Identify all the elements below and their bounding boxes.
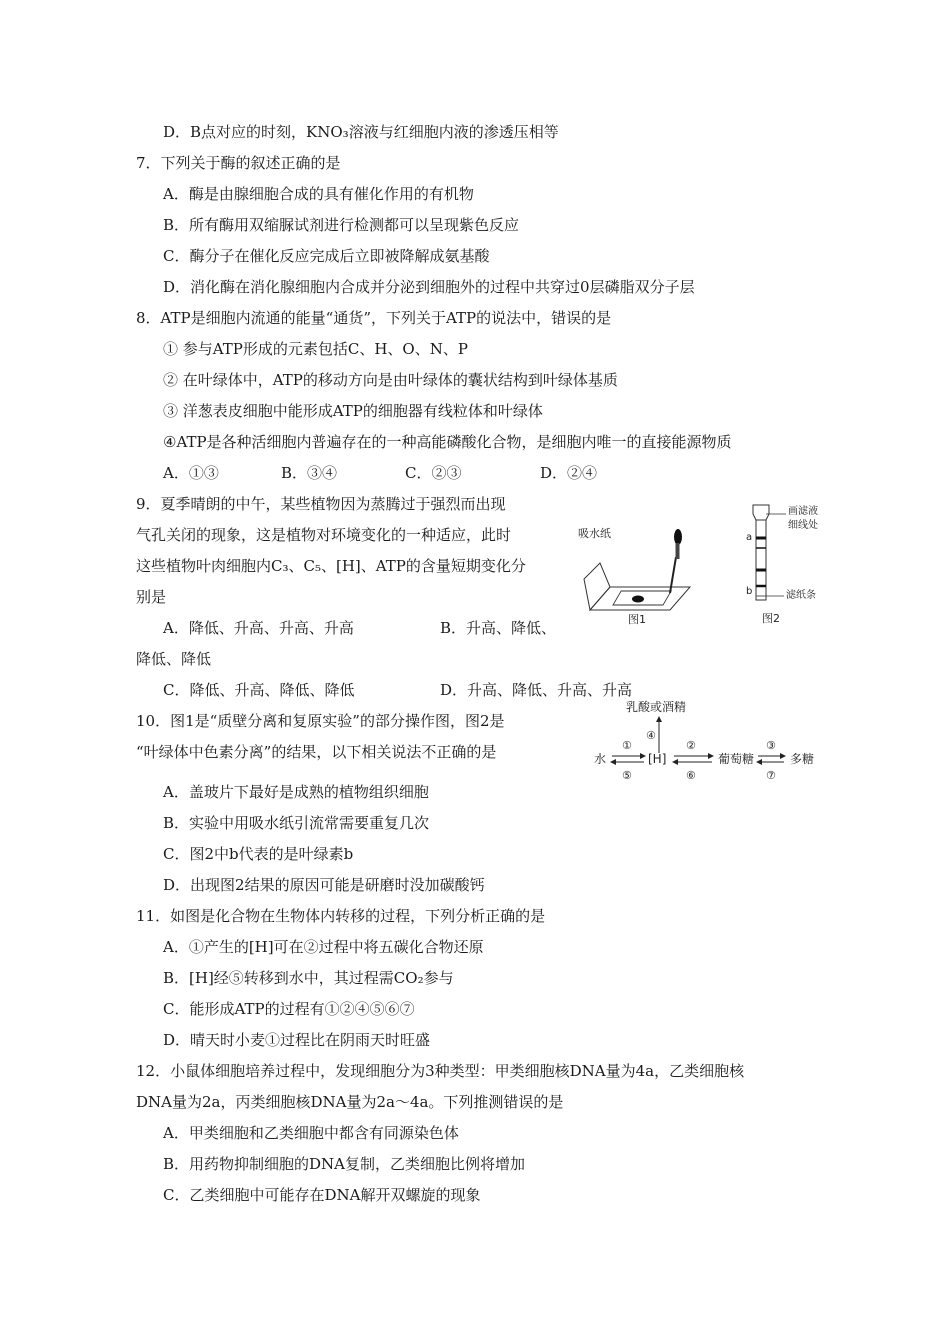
fig3-step-6: ⑥ — [686, 769, 696, 782]
q11-option-a: A．①产生的[H]可在②过程中将五碳化合物还原 — [163, 938, 484, 956]
q7-option-b: B．所有酶用双缩脲试剂进行检测都可以呈现紫色反应 — [163, 216, 520, 234]
fig2-label-strip: 滤纸条 — [786, 590, 816, 601]
q8-stem: 8．ATP是细胞内流通的能量“通货”，下列关于ATP的说法中，错误的是 — [136, 309, 612, 327]
q8-option-a: A．①③ — [163, 464, 219, 482]
fig3-node-h: [H] — [648, 752, 667, 766]
q8-option-b: B．③④ — [281, 464, 338, 482]
q12-line-1: 12．小鼠体细胞培养过程中，发现细胞分为3种类型：甲类细胞核DNA量为4a，乙类细胞核 — [136, 1062, 745, 1080]
fig2-label-line: 画滤液 — [788, 506, 818, 517]
q9-line-1: 9．夏季晴朗的中午，某些植物因为蒸腾过于强烈而出现 — [136, 495, 506, 513]
q11-option-c: C．能形成ATP的过程有①②④⑤⑥⑦ — [163, 1000, 415, 1018]
q8-statement-1: ① 参与ATP形成的元素包括C、H、O、N、P — [163, 340, 468, 358]
q8-option-d: D．②④ — [540, 464, 598, 482]
q10-option-c: C．图2中b代表的是叶绿素b — [163, 845, 354, 863]
fig3-node-glucose: 葡萄糖 — [718, 752, 755, 766]
fig3-node-water: 水 — [594, 752, 607, 766]
figure-compound-transfer — [590, 695, 830, 785]
fig3-step-3: ③ — [766, 739, 776, 752]
q12-option-a: A．甲类细胞和乙类细胞中都含有同源染色体 — [163, 1124, 459, 1142]
q8-statement-3: ③ 洋葱表皮细胞中能形成ATP的细胞器有线粒体和叶绿体 — [163, 402, 543, 420]
fig3-step-1: ① — [622, 739, 632, 752]
q10-option-d: D．出现图2结果的原因可能是研磨时没加碳酸钙 — [163, 876, 485, 894]
q7-option-c: C．酶分子在催化反应完成后立即被降解成氨基酸 — [163, 247, 490, 265]
dropper-bulb-icon — [674, 529, 682, 545]
q11-option-b: B．[H]经⑤转移到水中，其过程需CO₂参与 — [163, 969, 454, 987]
q11-stem: 11．如图是化合物在生物体内转移的过程，下列分析正确的是 — [136, 907, 546, 925]
q10-line-1: 10．图1是“质壁分离和复原实验”的部分操作图，图2是 — [136, 712, 505, 730]
figure-2-chromatography-strip — [738, 500, 838, 630]
figure-1-blotting-paper — [570, 515, 710, 630]
q9-option-b: B．升高、降低、 — [440, 619, 557, 637]
q8-option-c: C．②③ — [405, 464, 462, 482]
q9-option-d: D．升高、降低、升高、升高 — [440, 681, 633, 699]
q12-option-c: C．乙类细胞中可能存在DNA解开双螺旋的现象 — [163, 1186, 481, 1204]
fig3-top-label: 乳酸或酒精 — [626, 700, 687, 714]
q9-option-b-cont: 降低、降低 — [136, 650, 212, 668]
q9-line-3: 这些植物叶肉细胞内C₃、C₅、[H]、ATP的含量短期变化分 — [136, 557, 526, 575]
q8-statement-4: ④ATP是各种活细胞内普遍存在的一种高能磷酸化合物，是细胞内唯一的直接能源物质 — [163, 433, 732, 451]
q8-statement-2: ② 在叶绿体中，ATP的移动方向是由叶绿体的囊状结构到叶绿体基质 — [163, 371, 618, 389]
q12-line-2: DNA量为2a，丙类细胞核DNA量为2a～4a。下列推测错误的是 — [136, 1093, 564, 1111]
q7-option-d: D．消化酶在消化腺细胞内合成并分泌到细胞外的过程中共穿过0层磷脂双分子层 — [163, 278, 695, 296]
fig3-step-5: ⑤ — [622, 769, 632, 782]
fig3-node-polysaccharide: 多糖 — [790, 752, 815, 766]
fig1-label-paper: 吸水纸 — [578, 527, 611, 540]
fig2-label-a: a — [746, 532, 753, 543]
q9-option-c: C．降低、升高、降低、降低 — [163, 681, 355, 699]
fig3-step-2: ② — [686, 739, 696, 752]
q10-option-a: A．盖玻片下最好是成熟的植物组织细胞 — [163, 783, 429, 801]
q11-option-d: D．晴天时小麦①过程比在阴雨天时旺盛 — [163, 1031, 431, 1049]
q9-option-a: A．降低、升高、升高、升高 — [163, 619, 354, 637]
fig3-step-4: ④ — [646, 729, 656, 742]
fig3-step-7: ⑦ — [766, 769, 776, 782]
fig2-caption: 图2 — [762, 612, 780, 625]
q12-option-b: B．用药物抑制细胞的DNA复制，乙类细胞比例将增加 — [163, 1155, 526, 1173]
fig2-label-line-2: 细线处 — [788, 520, 818, 531]
fig2-label-b: b — [746, 586, 753, 597]
q7-stem: 7．下列关于酶的叙述正确的是 — [136, 154, 341, 172]
fig1-caption: 图1 — [628, 613, 646, 626]
q9-line-4: 别是 — [136, 588, 167, 606]
q10-option-b: B．实验中用吸水纸引流常需要重复几次 — [163, 814, 430, 832]
q10-line-2: “叶绿体中色素分离”的结果，以下相关说法不正确的是 — [136, 743, 497, 761]
q7-option-a: A．酶是由腺细胞合成的具有催化作用的有机物 — [163, 185, 474, 203]
cell-sample-dot — [632, 596, 644, 603]
q6-option-d: D．B点对应的时刻，KNO₃溶液与红细胞内液的渗透压相等 — [163, 123, 559, 141]
q9-line-2: 气孔关闭的现象，这是植物对环境变化的一种适应，此时 — [136, 526, 512, 544]
